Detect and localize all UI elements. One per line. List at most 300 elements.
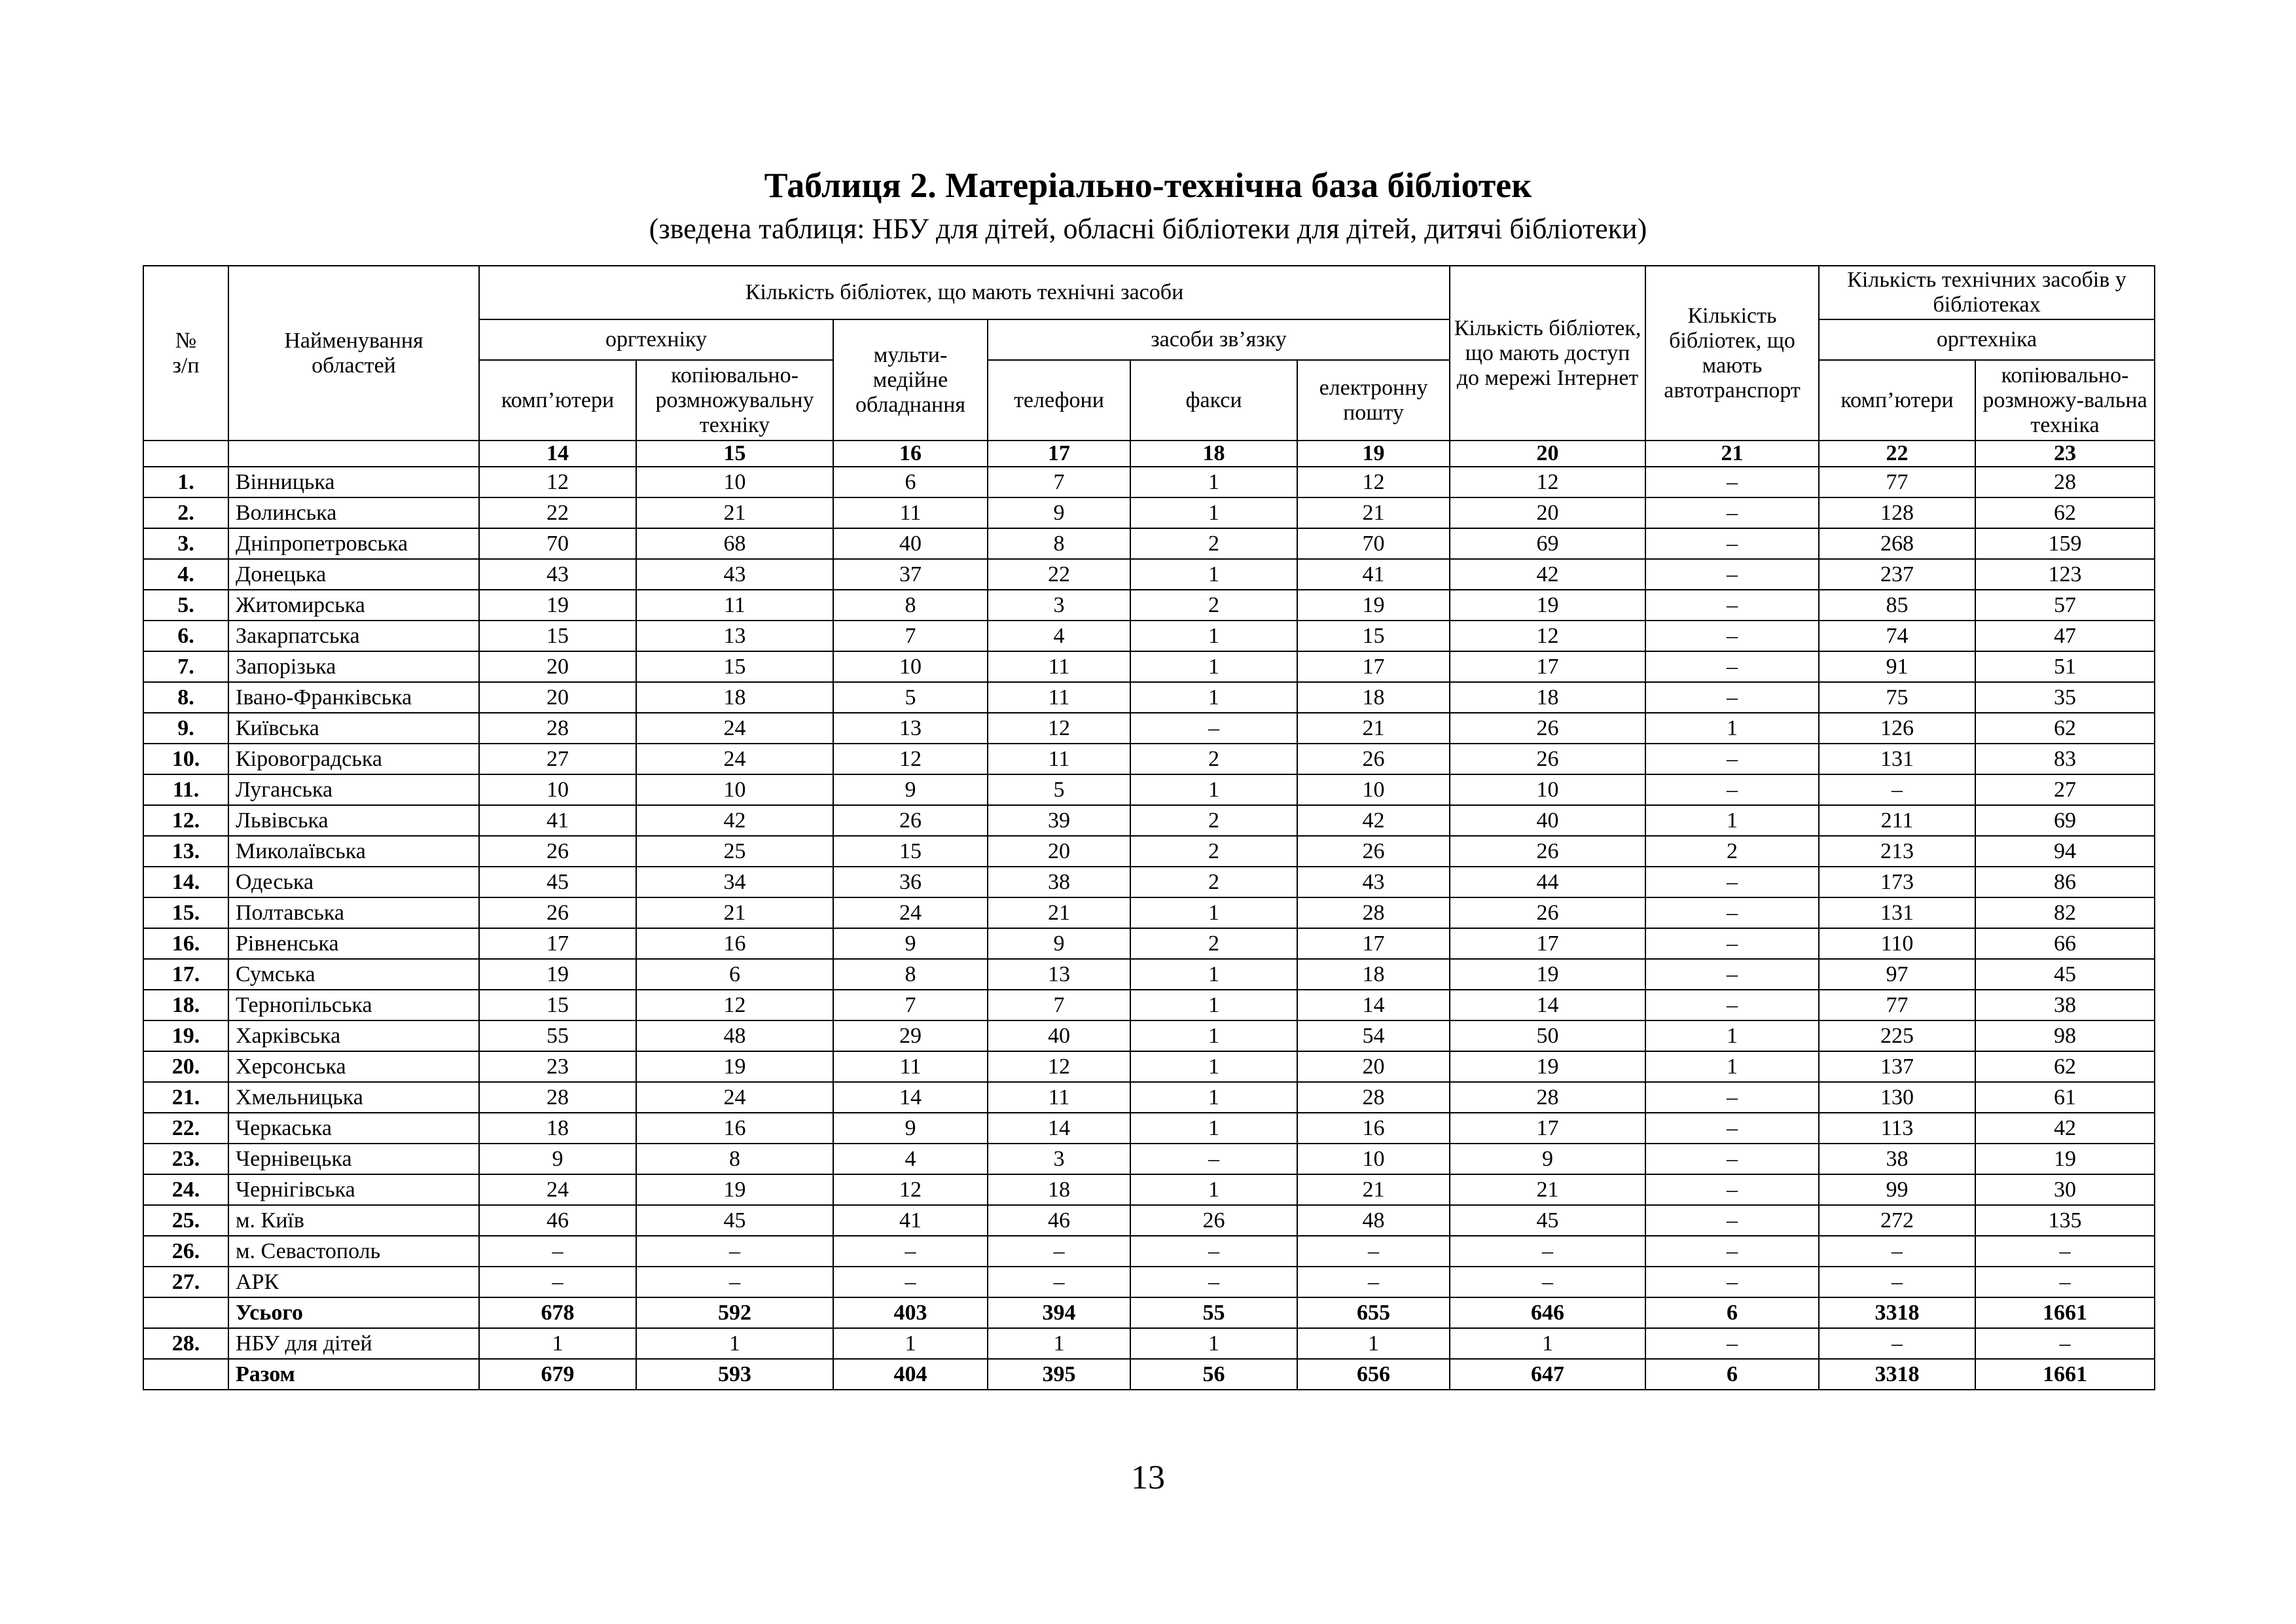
value-cell: – xyxy=(1645,1236,1819,1267)
value-cell: 83 xyxy=(1975,744,2155,774)
value-cell: 10 xyxy=(1297,1144,1450,1174)
value-cell: 12 xyxy=(1450,621,1645,651)
value-cell: – xyxy=(1130,1267,1297,1297)
region-name: АРК xyxy=(228,1267,479,1297)
table-row xyxy=(143,1020,2155,1051)
value-cell: 68 xyxy=(636,528,833,559)
value-cell: 66 xyxy=(1975,928,2155,959)
region-name: Сумська xyxy=(228,959,479,990)
value-cell: – xyxy=(1645,1174,1819,1205)
value-cell: 70 xyxy=(1297,528,1450,559)
value-cell: 18 xyxy=(1297,959,1450,990)
table-row xyxy=(143,1082,2155,1113)
table-row xyxy=(143,682,2155,713)
value-cell: 2 xyxy=(1130,836,1297,867)
value-cell: 26 xyxy=(1450,744,1645,774)
value-cell: 19 xyxy=(1297,590,1450,621)
region-name: Черкаська xyxy=(228,1113,479,1144)
value-cell: 46 xyxy=(479,1205,636,1236)
value-cell: 61 xyxy=(1975,1082,2155,1113)
value-cell: 12 xyxy=(1450,467,1645,497)
value-cell: 46 xyxy=(988,1205,1130,1236)
value-cell: 131 xyxy=(1819,744,1975,774)
value-cell: 17 xyxy=(479,928,636,959)
value-cell: 113 xyxy=(1819,1113,1975,1144)
header-tech-count-group: Кількість технічних засобів у бібліотеках xyxy=(1819,266,2155,319)
header-computers: комп’ютери xyxy=(479,360,636,441)
value-cell: – xyxy=(1975,1236,2155,1267)
value-cell: – xyxy=(1645,590,1819,621)
value-cell: 3 xyxy=(988,1144,1130,1174)
value-cell: 50 xyxy=(1450,1020,1645,1051)
value-cell: 593 xyxy=(636,1359,833,1390)
value-cell: 75 xyxy=(1819,682,1975,713)
value-cell: – xyxy=(1645,1082,1819,1113)
value-cell: 20 xyxy=(479,682,636,713)
value-cell: 15 xyxy=(833,836,988,867)
value-cell: 26 xyxy=(1297,744,1450,774)
value-cell: – xyxy=(1645,1328,1819,1359)
value-cell: 1 xyxy=(988,1328,1130,1359)
column-number: 16 xyxy=(833,441,988,467)
table-row xyxy=(143,897,2155,928)
header-office-equipment-2: оргтехніка xyxy=(1819,319,2155,360)
table-row xyxy=(143,774,2155,805)
value-cell: 5 xyxy=(833,682,988,713)
value-cell: – xyxy=(1645,497,1819,528)
value-cell: – xyxy=(479,1236,636,1267)
value-cell: 9 xyxy=(988,497,1130,528)
value-cell: 20 xyxy=(1297,1051,1450,1082)
region-name: Рівненська xyxy=(228,928,479,959)
value-cell: 1 xyxy=(1130,1113,1297,1144)
value-cell: 21 xyxy=(1450,1174,1645,1205)
value-cell: 14 xyxy=(1297,990,1450,1020)
value-cell: 6 xyxy=(636,959,833,990)
table-body xyxy=(143,467,2155,1390)
value-cell: 12 xyxy=(988,1051,1130,1082)
value-cell: 99 xyxy=(1819,1174,1975,1205)
value-cell: 26 xyxy=(1450,836,1645,867)
row-number: 21. xyxy=(143,1082,228,1113)
value-cell: 26 xyxy=(1297,836,1450,867)
value-cell: 18 xyxy=(1450,682,1645,713)
value-cell: 2 xyxy=(1130,805,1297,836)
value-cell: 12 xyxy=(833,744,988,774)
value-cell: 173 xyxy=(1819,867,1975,897)
value-cell: 1 xyxy=(1645,713,1819,744)
region-name: Кіровоградська xyxy=(228,744,479,774)
value-cell: 21 xyxy=(1297,713,1450,744)
value-cell: 37 xyxy=(833,559,988,590)
value-cell: 2 xyxy=(1130,867,1297,897)
value-cell: 27 xyxy=(1975,774,2155,805)
value-cell: 225 xyxy=(1819,1020,1975,1051)
column-number-blank xyxy=(143,441,228,467)
value-cell: 1 xyxy=(1130,1082,1297,1113)
value-cell: – xyxy=(1130,1144,1297,1174)
value-cell: 126 xyxy=(1819,713,1975,744)
value-cell: 20 xyxy=(988,836,1130,867)
header-phones: телефони xyxy=(988,360,1130,441)
value-cell: 1 xyxy=(1130,559,1297,590)
value-cell: 18 xyxy=(1297,682,1450,713)
value-cell: 21 xyxy=(636,497,833,528)
value-cell: 44 xyxy=(1450,867,1645,897)
value-cell: – xyxy=(1645,682,1819,713)
value-cell: 1 xyxy=(1130,1174,1297,1205)
value-cell: – xyxy=(988,1267,1130,1297)
value-cell: 42 xyxy=(1975,1113,2155,1144)
value-cell: – xyxy=(636,1236,833,1267)
column-number: 23 xyxy=(1975,441,2155,467)
value-cell: 7 xyxy=(833,990,988,1020)
value-cell: 38 xyxy=(1819,1144,1975,1174)
value-cell: 43 xyxy=(479,559,636,590)
region-name: Чернівецька xyxy=(228,1144,479,1174)
value-cell: 137 xyxy=(1819,1051,1975,1082)
value-cell: 62 xyxy=(1975,497,2155,528)
region-name: Запорізька xyxy=(228,651,479,682)
value-cell: 43 xyxy=(1297,867,1450,897)
value-cell: 1 xyxy=(1130,774,1297,805)
value-cell: 1 xyxy=(1130,990,1297,1020)
value-cell: 42 xyxy=(1297,805,1450,836)
value-cell: 1 xyxy=(1297,1328,1450,1359)
row-number: 11. xyxy=(143,774,228,805)
value-cell: 51 xyxy=(1975,651,2155,682)
value-cell: 11 xyxy=(988,651,1130,682)
table-row xyxy=(143,528,2155,559)
value-cell: 647 xyxy=(1450,1359,1645,1390)
value-cell: – xyxy=(1645,467,1819,497)
value-cell: 25 xyxy=(636,836,833,867)
region-name: Харківська xyxy=(228,1020,479,1051)
value-cell: 1 xyxy=(1645,1051,1819,1082)
value-cell: 135 xyxy=(1975,1205,2155,1236)
table-row xyxy=(143,1328,2155,1359)
value-cell: 55 xyxy=(1130,1297,1297,1328)
value-cell: 12 xyxy=(636,990,833,1020)
value-cell: 22 xyxy=(479,497,636,528)
table-row xyxy=(143,467,2155,497)
value-cell: 42 xyxy=(636,805,833,836)
value-cell: 12 xyxy=(479,467,636,497)
value-cell: – xyxy=(1819,774,1975,805)
value-cell: 1 xyxy=(1130,959,1297,990)
value-cell: 6 xyxy=(833,467,988,497)
value-cell: 8 xyxy=(833,590,988,621)
row-number xyxy=(143,1359,228,1390)
value-cell: – xyxy=(1645,1267,1819,1297)
value-cell: 21 xyxy=(988,897,1130,928)
column-number-blank xyxy=(228,441,479,467)
value-cell: – xyxy=(1645,559,1819,590)
table-row xyxy=(143,621,2155,651)
value-cell: 48 xyxy=(1297,1205,1450,1236)
value-cell: – xyxy=(1645,744,1819,774)
value-cell: 211 xyxy=(1819,805,1975,836)
value-cell: – xyxy=(1645,928,1819,959)
row-number: 22. xyxy=(143,1113,228,1144)
table-row xyxy=(143,959,2155,990)
region-name: Волинська xyxy=(228,497,479,528)
column-number: 22 xyxy=(1819,441,1975,467)
value-cell: – xyxy=(1645,897,1819,928)
value-cell: – xyxy=(1645,774,1819,805)
value-cell: 15 xyxy=(1297,621,1450,651)
value-cell: 17 xyxy=(1450,928,1645,959)
value-cell: 42 xyxy=(1450,559,1645,590)
value-cell: 9 xyxy=(833,1113,988,1144)
value-cell: 26 xyxy=(1130,1205,1297,1236)
region-name: Закарпатська xyxy=(228,621,479,651)
value-cell: 38 xyxy=(988,867,1130,897)
value-cell: 26 xyxy=(479,897,636,928)
value-cell: 11 xyxy=(833,497,988,528)
row-number: 26. xyxy=(143,1236,228,1267)
region-name: Хмельницька xyxy=(228,1082,479,1113)
table-row xyxy=(143,713,2155,744)
value-cell: 54 xyxy=(1297,1020,1450,1051)
value-cell: – xyxy=(1297,1267,1450,1297)
value-cell: – xyxy=(1819,1267,1975,1297)
value-cell: 19 xyxy=(636,1051,833,1082)
row-number: 1. xyxy=(143,467,228,497)
value-cell: – xyxy=(1645,621,1819,651)
value-cell: 2 xyxy=(1130,590,1297,621)
value-cell: 9 xyxy=(833,928,988,959)
region-name: Одеська xyxy=(228,867,479,897)
value-cell: 23 xyxy=(479,1051,636,1082)
row-number: 27. xyxy=(143,1267,228,1297)
value-cell: 9 xyxy=(479,1144,636,1174)
value-cell: – xyxy=(1450,1236,1645,1267)
value-cell: – xyxy=(479,1267,636,1297)
row-number: 25. xyxy=(143,1205,228,1236)
value-cell: – xyxy=(1819,1236,1975,1267)
value-cell: 679 xyxy=(479,1359,636,1390)
value-cell: 10 xyxy=(636,774,833,805)
value-cell: 14 xyxy=(988,1113,1130,1144)
value-cell: – xyxy=(1130,1236,1297,1267)
value-cell: – xyxy=(833,1267,988,1297)
value-cell: 15 xyxy=(479,621,636,651)
value-cell: 22 xyxy=(988,559,1130,590)
value-cell: 19 xyxy=(1450,590,1645,621)
value-cell: 45 xyxy=(1975,959,2155,990)
value-cell: 3318 xyxy=(1819,1297,1975,1328)
value-cell: 395 xyxy=(988,1359,1130,1390)
column-number: 15 xyxy=(636,441,833,467)
value-cell: 29 xyxy=(833,1020,988,1051)
row-number: 9. xyxy=(143,713,228,744)
value-cell: 24 xyxy=(636,713,833,744)
value-cell: 77 xyxy=(1819,990,1975,1020)
value-cell: 1 xyxy=(1130,621,1297,651)
value-cell: 268 xyxy=(1819,528,1975,559)
value-cell: 17 xyxy=(1450,651,1645,682)
value-cell: 2 xyxy=(1130,928,1297,959)
table-row xyxy=(143,867,2155,897)
value-cell: 40 xyxy=(833,528,988,559)
value-cell: – xyxy=(1819,1328,1975,1359)
row-number: 5. xyxy=(143,590,228,621)
value-cell: 404 xyxy=(833,1359,988,1390)
value-cell: – xyxy=(1130,713,1297,744)
value-cell: 19 xyxy=(636,1174,833,1205)
header-region: Найменування областей xyxy=(228,266,479,441)
header-office-equipment: оргтехніку xyxy=(479,319,833,360)
table-subtitle: (зведена таблиця: НБУ для дітей, обласні бібліотеки для дітей, дитячі бібліотеки) xyxy=(649,213,1647,245)
value-cell: 6 xyxy=(1645,1359,1819,1390)
value-cell: 131 xyxy=(1819,897,1975,928)
value-cell: 394 xyxy=(988,1297,1130,1328)
table-title: Таблиця 2. Матеріально-технічна база бібліотек xyxy=(764,166,1532,205)
table-row xyxy=(143,1205,2155,1236)
value-cell: 18 xyxy=(636,682,833,713)
header-no: № з/п xyxy=(143,266,228,441)
header-email: електронну пошту xyxy=(1297,360,1450,441)
value-cell: 1 xyxy=(1130,651,1297,682)
value-cell: 11 xyxy=(636,590,833,621)
value-cell: 19 xyxy=(1450,1051,1645,1082)
value-cell: – xyxy=(988,1236,1130,1267)
value-cell: 77 xyxy=(1819,467,1975,497)
row-number: 23. xyxy=(143,1144,228,1174)
value-cell: 28 xyxy=(479,1082,636,1113)
value-cell: 11 xyxy=(988,682,1130,713)
value-cell: 57 xyxy=(1975,590,2155,621)
region-name: Тернопільська xyxy=(228,990,479,1020)
table-row xyxy=(143,805,2155,836)
value-cell: 19 xyxy=(1975,1144,2155,1174)
region-name: м. Київ xyxy=(228,1205,479,1236)
value-cell: 94 xyxy=(1975,836,2155,867)
column-number-row xyxy=(143,441,2155,467)
value-cell: 69 xyxy=(1450,528,1645,559)
value-cell: 26 xyxy=(1450,713,1645,744)
value-cell: 16 xyxy=(1297,1113,1450,1144)
region-name: Київська xyxy=(228,713,479,744)
value-cell: 237 xyxy=(1819,559,1975,590)
page-number: 13 xyxy=(1131,1459,1165,1496)
region-name: Усього xyxy=(228,1297,479,1328)
value-cell: 19 xyxy=(479,959,636,990)
value-cell: 10 xyxy=(636,467,833,497)
value-cell: 213 xyxy=(1819,836,1975,867)
row-number: 14. xyxy=(143,867,228,897)
value-cell: 30 xyxy=(1975,1174,2155,1205)
value-cell: 28 xyxy=(1297,1082,1450,1113)
value-cell: 21 xyxy=(1297,497,1450,528)
value-cell: 24 xyxy=(479,1174,636,1205)
value-cell: 15 xyxy=(479,990,636,1020)
value-cell: – xyxy=(1645,1144,1819,1174)
region-name: Донецька xyxy=(228,559,479,590)
value-cell: 272 xyxy=(1819,1205,1975,1236)
value-cell: 1 xyxy=(1130,682,1297,713)
value-cell: 16 xyxy=(636,928,833,959)
value-cell: 403 xyxy=(833,1297,988,1328)
value-cell: 91 xyxy=(1819,651,1975,682)
value-cell: – xyxy=(1297,1236,1450,1267)
row-number xyxy=(143,1297,228,1328)
value-cell: 26 xyxy=(1450,897,1645,928)
value-cell: 28 xyxy=(1975,467,2155,497)
region-name: НБУ для дітей xyxy=(228,1328,479,1359)
row-number: 19. xyxy=(143,1020,228,1051)
value-cell: 28 xyxy=(1450,1082,1645,1113)
row-number: 15. xyxy=(143,897,228,928)
header-copiers: копіювально-розмножувальну техніку xyxy=(636,360,833,441)
value-cell: 48 xyxy=(636,1020,833,1051)
value-cell: 1 xyxy=(1450,1328,1645,1359)
value-cell: 130 xyxy=(1819,1082,1975,1113)
value-cell: 86 xyxy=(1975,867,2155,897)
value-cell: – xyxy=(1645,867,1819,897)
value-cell: 7 xyxy=(988,990,1130,1020)
table-row xyxy=(143,744,2155,774)
value-cell: 35 xyxy=(1975,682,2155,713)
value-cell: 17 xyxy=(1450,1113,1645,1144)
value-cell: 20 xyxy=(479,651,636,682)
table-row xyxy=(143,651,2155,682)
value-cell: 2 xyxy=(1130,744,1297,774)
value-cell: 43 xyxy=(636,559,833,590)
value-cell: 15 xyxy=(636,651,833,682)
value-cell: 19 xyxy=(479,590,636,621)
column-number: 18 xyxy=(1130,441,1297,467)
value-cell: 41 xyxy=(1297,559,1450,590)
value-cell: 8 xyxy=(636,1144,833,1174)
row-number: 18. xyxy=(143,990,228,1020)
header-multimedia: мульти- медійне обладнання xyxy=(833,319,988,441)
row-number: 20. xyxy=(143,1051,228,1082)
value-cell: 12 xyxy=(1297,467,1450,497)
value-cell: 97 xyxy=(1819,959,1975,990)
row-number: 4. xyxy=(143,559,228,590)
value-cell: 2 xyxy=(1130,528,1297,559)
row-number: 3. xyxy=(143,528,228,559)
value-cell: 82 xyxy=(1975,897,2155,928)
column-number: 19 xyxy=(1297,441,1450,467)
value-cell: – xyxy=(1645,1205,1819,1236)
table-header xyxy=(143,266,2155,467)
value-cell: 10 xyxy=(833,651,988,682)
value-cell: 34 xyxy=(636,867,833,897)
value-cell: 28 xyxy=(479,713,636,744)
value-cell: 5 xyxy=(988,774,1130,805)
value-cell: 10 xyxy=(479,774,636,805)
column-number: 21 xyxy=(1645,441,1819,467)
row-number: 6. xyxy=(143,621,228,651)
value-cell: 21 xyxy=(636,897,833,928)
value-cell: 13 xyxy=(636,621,833,651)
value-cell: 9 xyxy=(988,928,1130,959)
value-cell: 12 xyxy=(833,1174,988,1205)
value-cell: 16 xyxy=(636,1113,833,1144)
value-cell: – xyxy=(833,1236,988,1267)
header-copiers-2: копіювально-розмножу-вальна техніка xyxy=(1975,360,2155,441)
value-cell: 678 xyxy=(479,1297,636,1328)
row-number: 10. xyxy=(143,744,228,774)
value-cell: – xyxy=(1645,651,1819,682)
table-row xyxy=(143,1174,2155,1205)
table-row xyxy=(143,1051,2155,1082)
value-cell: 24 xyxy=(636,744,833,774)
value-cell: 18 xyxy=(479,1113,636,1144)
